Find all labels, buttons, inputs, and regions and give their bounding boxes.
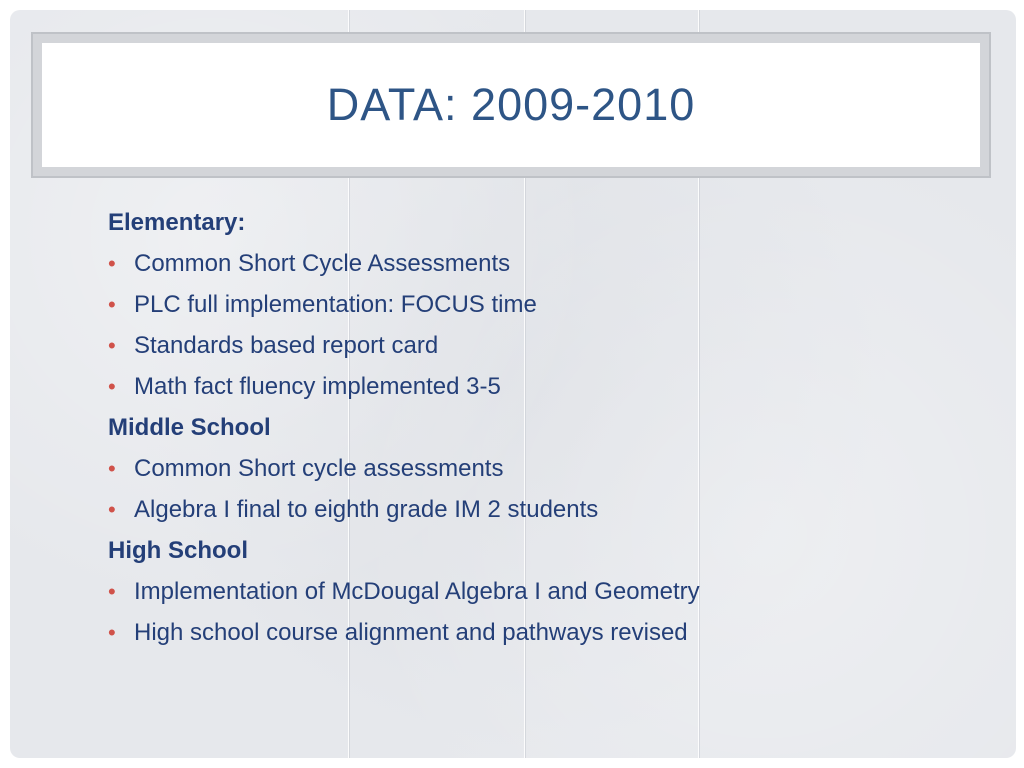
bullet-text: High school course alignment and pathways revised xyxy=(134,619,688,646)
bullet-item xyxy=(108,612,968,653)
bullet-dot-icon: • xyxy=(108,456,116,481)
bullet-item xyxy=(108,571,968,612)
bullet-dot-icon: • xyxy=(108,292,116,317)
bullet-dot-icon: • xyxy=(108,333,116,358)
bullet-text: Common Short cycle assessments xyxy=(134,455,504,482)
section-heading-elementary: Elementary: xyxy=(108,209,246,236)
bullet-item xyxy=(108,489,968,530)
slide-title: DATA: 2009-2010 xyxy=(326,79,696,130)
bullet-dot-icon: • xyxy=(108,497,116,522)
bullet-text: PLC full implementation: FOCUS time xyxy=(134,291,537,318)
section-heading-middle-school: Middle School xyxy=(108,414,271,441)
bullet-item xyxy=(108,284,968,325)
bullet-text: Algebra I final to eighth grade IM 2 students xyxy=(134,496,599,523)
section-heading-high-school: High School xyxy=(108,537,248,564)
bullet-dot-icon: • xyxy=(108,579,116,604)
bullet-dot-icon: • xyxy=(108,374,116,399)
title-box xyxy=(42,43,980,167)
bullet-text: Implementation of McDougal Algebra I and Geometry xyxy=(134,578,700,605)
bullet-text: Math fact fluency implemented 3-5 xyxy=(134,373,501,400)
slide-content xyxy=(108,202,968,653)
bullet-dot-icon: • xyxy=(108,251,116,276)
bullet-item xyxy=(108,448,968,489)
bullet-item xyxy=(108,325,968,366)
slide xyxy=(10,10,1016,758)
bullet-text: Standards based report card xyxy=(134,332,439,359)
bullet-dot-icon: • xyxy=(108,620,116,645)
bullet-item xyxy=(108,243,968,284)
bullet-item xyxy=(108,366,968,407)
bullet-text: Common Short Cycle Assessments xyxy=(134,250,511,277)
title-frame xyxy=(31,32,991,178)
